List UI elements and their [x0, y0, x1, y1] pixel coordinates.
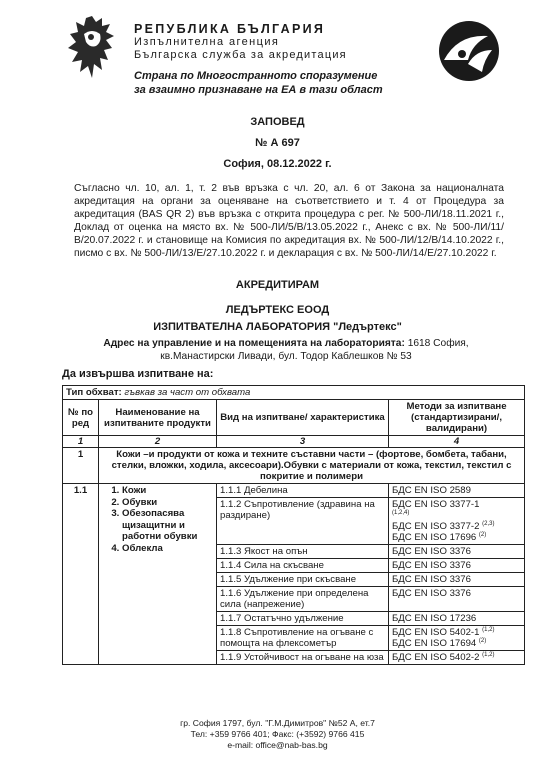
footer-phone: Тел: +359 9766 401; Факс: (+3592) 9766 415 [190, 729, 365, 739]
col-number: 3 [217, 436, 389, 448]
company-name: ЛЕДЪРТЕКС ЕООД [225, 304, 330, 316]
list-item: 1. Кожи [122, 485, 213, 497]
method: БДС EN ISO 3376 [392, 588, 471, 599]
method: БДС EN ISO 2589 [392, 485, 471, 496]
order-place-date: София, 08.12.2022 г. [223, 158, 332, 170]
list-item: 2. Обувки [122, 497, 213, 509]
test-cell: 1.1.3 Якост на опън [217, 545, 389, 559]
scope-type-label: Тип обхват: [66, 387, 122, 398]
ea-statement-line2: за взаимно признаване на ЕА в тази област [134, 84, 383, 96]
sub-number: 1.1 [63, 484, 99, 665]
method-cell [389, 651, 525, 665]
lab-address [66, 337, 506, 363]
method-note: (2,3) [482, 520, 495, 527]
nab-logo-icon [438, 20, 500, 82]
list-item: 3. Обезопасява щизащитни и работни обувки [122, 508, 213, 543]
lab-name: ИЗПИТВАТЕЛНА ЛАБОРАТОРИЯ "Ледъртекс" [153, 321, 402, 333]
scope-table [62, 385, 525, 665]
order-title: ЗАПОВЕД [250, 116, 305, 128]
header-products: Наименование на изпитваните продукти [99, 400, 217, 436]
address-value: 1618 София, кв.Манастирски Ливади, бул. Тодор Каблешков № 53 [160, 338, 469, 362]
method-note: (1,2) [482, 626, 495, 633]
lion-crest-icon [62, 12, 122, 82]
org-subtitle: Изпълнителна агенция [134, 36, 280, 48]
method-note: (1,2,4) [392, 509, 410, 516]
method: БДС EN ISO 17696 [392, 532, 477, 543]
method: БДС EN ISO 17694 [392, 638, 477, 649]
scope-type-value: гъвкав за част от обхвата [121, 387, 251, 398]
method-note: (2) [478, 637, 487, 644]
method: БДС EN ISO 3377-2 [392, 521, 480, 532]
header-no: № по ред [63, 400, 99, 436]
org-name: РЕПУБЛИКА БЪЛГАРИЯ [134, 22, 326, 36]
table-row [63, 484, 525, 498]
method-cell [389, 484, 525, 498]
test-cell: 1.1.5 Удължение при скъсване [217, 573, 389, 587]
method: БДС EN ISO 3376 [392, 560, 471, 571]
col-number: 1 [63, 436, 99, 448]
method-cell [389, 559, 525, 573]
order-intro-paragraph: Съгласно чл. 10, ал. 1, т. 2 във връзка с чл. 20, ал. 6 от Закона за националната акредитация на органи за оценяване на съответствието и т. 4 от Процедура за акредитация (BAS QR 2) във връзка с открита процедура с рег. № 500-ЛИ/18.11.2021 г., Доклад от оценка на място вх. № 500-ЛИ/5/В/13.05.2022 г., Анекс с вх. № 500-ЛИ/11/В/20.07.2022 г. и становище на Комисия по акредитация вх. № 500-ЛИ/12/В/14.10.2022 г., писмо с вх. № 500-ЛИ/13/Е/27.10.2022 г. и декларация с вх. № 500-ЛИ/14/Е/27.10.2022 г. [74, 183, 504, 259]
test-cell: 1.1.8 Съпротивление на огъване с помощта на флексометър [217, 626, 389, 651]
test-cell: 1.1.1 Дебелина [217, 484, 389, 498]
method-note: (2) [478, 531, 487, 538]
header-methods: Методи за изпитване (стандартизирани/, валидирани) [389, 400, 525, 436]
group-number: 1 [63, 448, 99, 484]
table-header-row [63, 400, 525, 436]
group-description: Кожи –и продукти от кожа и техните съставни части – (фортове, бомбета, табани, стелки, вложки, ходила, аксесоари).Обувки с материали от кожа, текстил, текстил с покритие и полимери [99, 448, 525, 484]
scope-intro: Да извършва изпитване на: [62, 368, 214, 380]
header-test-type: Вид на изпитване/ характеристика [217, 400, 389, 436]
test-cell: 1.1.7 Остатъчно удължение [217, 612, 389, 626]
org-service-name: Българска служба за акредитация [134, 49, 347, 61]
product-list [102, 485, 213, 554]
product-list-cell [99, 484, 217, 665]
test-cell: 1.1.9 Устойчивост на огъване на юза [217, 651, 389, 665]
address-label: Адрес на управление и на помещенията на лабораторията: [103, 338, 405, 349]
method-cell [389, 587, 525, 612]
ea-statement-line1: Страна по Многостранното споразумение [134, 70, 378, 82]
footer-email: e-mail: office@nab-bas.bg [227, 740, 328, 750]
method-cell [389, 626, 525, 651]
method: БДС EN ISO 3377-1 [392, 499, 480, 510]
test-cell: 1.1.6 Удължение при определена сила (напрежение) [217, 587, 389, 612]
method-cell [389, 573, 525, 587]
method: БДС EN ISO 5402-1 [392, 627, 480, 638]
method: БДС EN ISO 17236 [392, 613, 477, 624]
test-cell: 1.1.2 Съпротивление (здравина на раздиране) [217, 498, 389, 545]
group-row [63, 448, 525, 484]
method-cell [389, 612, 525, 626]
order-number: № А 697 [255, 137, 300, 149]
method-note: (1,2) [482, 651, 495, 658]
col-number: 4 [389, 436, 525, 448]
method: БДС EN ISO 5402-2 [392, 652, 480, 663]
column-number-row [63, 436, 525, 448]
list-item: 4. Облекла [122, 543, 213, 555]
method-cell [389, 498, 525, 545]
col-number: 2 [99, 436, 217, 448]
accredit-heading: АКРЕДИТИРАМ [235, 279, 320, 291]
method: БДС EN ISO 3376 [392, 574, 471, 585]
footer-address: гр. София 1797, бул. "Г.М.Димитров" №52 А, ет.7 [180, 718, 375, 728]
method: БДС EN ISO 3376 [392, 546, 471, 557]
method-cell [389, 545, 525, 559]
scope-type-row [63, 386, 525, 400]
test-cell: 1.1.4 Сила на скъсване [217, 559, 389, 573]
